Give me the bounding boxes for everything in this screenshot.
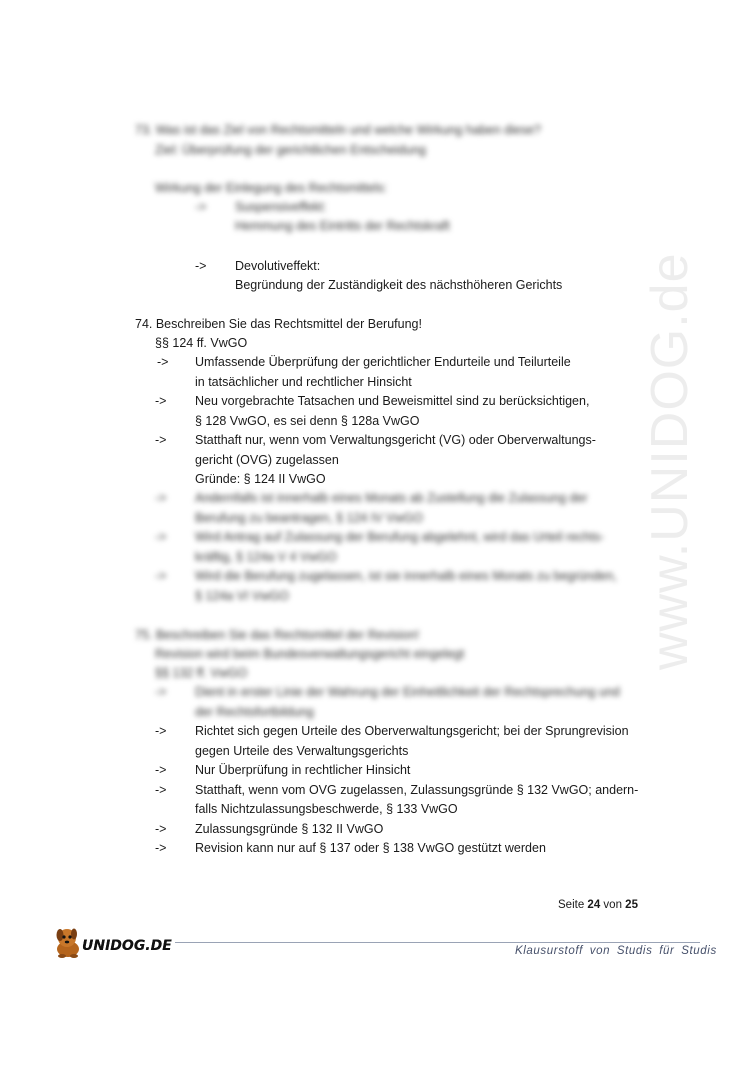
watermark-text: www.UNIDOG.de [641,252,699,670]
text-line: Gründe: § 124 II VwGO [195,472,326,486]
text-line: Zulassungsgründe § 132 II VwGO [195,822,384,836]
text-line: Dient in erster Linie der Wahrung der Einheitlichkeit der Rechtsprechung und [195,685,620,699]
text-line: § 124a VI VwGO [195,589,289,603]
arrow-marker: -> [155,841,167,855]
logo-text: UNIDOG.DE [82,938,172,954]
text-line: Berufung zu beantragen, § 124 IV VwGO [195,511,423,525]
arrow-marker: -> [155,491,167,505]
text-line: 74. Beschreiben Sie das Rechtsmittel der Berufung! [135,317,422,331]
text-line: der Rechtsfortbildung [195,705,314,719]
arrow-marker: -> [155,822,167,836]
page-number-total: 25 [625,899,638,911]
text-line: kräftig, § 124a V 4 VwGO [195,550,337,564]
dog-icon [52,925,84,959]
text-line: Suspensiveffekt: [235,200,327,214]
text-line: Wirkung der Einlegung des Rechtsmittels: [155,181,388,195]
watermark [640,252,700,1090]
arrow-marker: -> [195,200,207,214]
arrow-marker: -> [155,394,167,408]
text-line: Wird Antrag auf Zulassung der Berufung abgelehnt, wird das Urteil rechts- [195,530,605,544]
text-line: gegen Urteile des Verwaltungsgerichts [195,744,409,758]
text-line: falls Nichtzulassungsbeschwerde, § 133 VwGO [195,802,458,816]
footer-divider [175,942,700,943]
arrow-marker: -> [155,763,167,777]
text-line: 73. Was ist das Ziel von Rechtsmitteln und welche Wirkung haben diese? [135,123,541,137]
arrow-marker: -> [155,569,167,583]
text-line: §§ 124 ff. VwGO [155,336,248,350]
text-line: in tatsächlicher und rechtlicher Hinsicht [195,375,412,389]
arrow-marker: -> [155,530,167,544]
text-line: Begründung der Zuständigkeit des nächsthöheren Gerichts [235,278,563,292]
text-line: Nur Überprüfung in rechtlicher Hinsicht [195,763,411,777]
arrow-marker: -> [155,433,167,447]
text-line: Devolutiveffekt: [235,259,321,273]
arrow-marker: -> [155,783,167,797]
page-number-prefix: Seite [558,899,585,911]
arrow-marker: -> [155,724,167,738]
text-line: Andernfalls ist innerhalb eines Monats ab Zustellung die Zulassung der [195,491,588,505]
text-line: Revision kann nur auf § 137 oder § 138 VwGO gestützt werden [195,841,546,855]
page-number-middle: von [603,899,622,911]
text-line: Statthaft, wenn vom OVG zugelassen, Zulassungsgründe § 132 VwGO; andern- [195,783,639,797]
arrow-marker: -> [195,259,207,273]
text-line: Hemmung des Eintritts der Rechtskraft [235,219,450,233]
text-line: § 128 VwGO, es sei denn § 128a VwGO [195,414,420,428]
text-line: Richtet sich gegen Urteile des Oberverwaltungsgericht; bei der Sprungrevision [195,724,629,738]
footer-logo [52,925,172,961]
text-line: §§ 132 ff. VwGO [155,666,248,680]
arrow-marker: -> [155,685,167,699]
text-line: gericht (OVG) zugelassen [195,453,339,467]
page-number-current: 24 [587,899,601,911]
text-line: Revision wird beim Bundesverwaltungsgericht eingelegt [155,647,465,661]
text-line: Statthaft nur, wenn vom Verwaltungsgericht (VG) oder Oberverwaltungs- [195,433,596,447]
page-number [558,899,638,911]
arrow-marker: -> [157,355,169,369]
text-line: Neu vorgebrachte Tatsachen und Beweismittel sind zu berücksichtigen, [195,394,590,408]
text-line: Wird die Berufung zugelassen, ist sie innerhalb eines Monats zu begründen, [195,569,617,583]
footer-tagline: Klausurstoff von Studis für Studis [515,945,717,957]
text-line: Ziel: Überprüfung der gerichtlichen Entscheidung [155,143,426,157]
text-line: Umfassende Überprüfung der gerichtlicher Endurteile und Teilurteile [195,355,571,369]
text-line: 75. Beschreiben Sie das Rechtsmittel der Revision! [135,628,420,642]
